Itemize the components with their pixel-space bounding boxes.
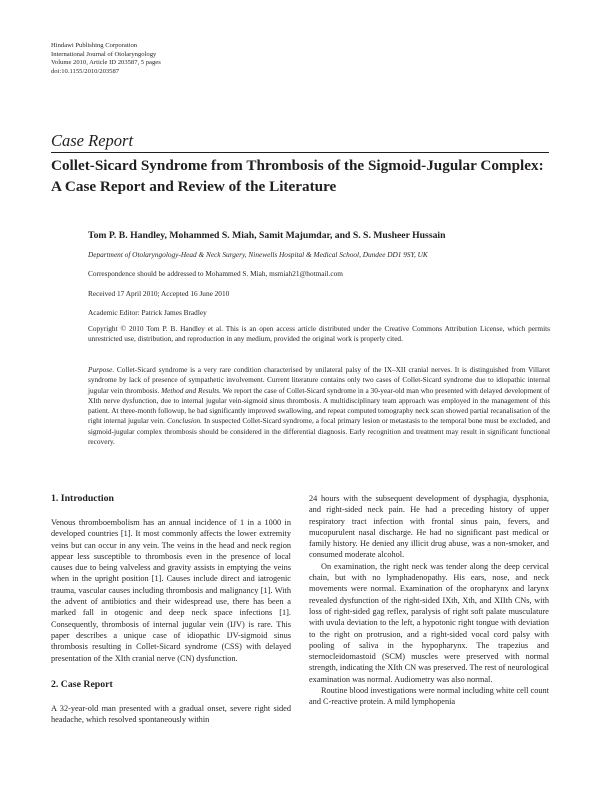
abstract bbox=[88, 365, 550, 447]
copyright-notice: Copyright © 2010 Tom P. B. Handley et al. This is an open access article distributed under the Creative Commons Attribution License, which permits unrestricted use, distribution, and reproduction in any medium, provided the original work is properly cited. bbox=[88, 324, 550, 344]
abstract-purpose-label: Purpose. bbox=[88, 365, 115, 374]
received-dates: Received 17 April 2010; Accepted 16 June 2010 bbox=[88, 289, 230, 298]
publisher-line: Hindawi Publishing Corporation bbox=[51, 42, 138, 49]
case-report-heading: 2. Case Report bbox=[51, 678, 113, 690]
abstract-purpose-text: Collet-Sicard syndrome is a very rare condition characterised by unilateral palsy of the IX–XII cranial nerves. It is distinguished from Villaret syndrome by lack of presence of sympathetic involvement. Current literature contains only two cases of Collet-Sicard syndrome due to idiopathic internal jugular vein thrombosis. bbox=[88, 365, 550, 395]
paper-title: Collet-Sicard Syndrome from Thrombosis of the Sigmoid-Jugular Complex: A Case Report and Review of the Literature bbox=[51, 157, 544, 195]
volume-line: Volume 2010, Article ID 203587, 5 pages bbox=[51, 59, 161, 67]
case-paragraph-1: 24 hours with the subsequent development of dysphagia, dysphonia, and right-sided neck pain. He had a preceding history of upper respiratory tract infection with frontal sinus pain, fevers, and mucopurulent nasal discharge. He had no significant past medical or family history. He denied any illicit drug abuse, was a non-smoker, and consumed moderate alcohol. bbox=[309, 494, 549, 560]
journal-header bbox=[51, 42, 161, 76]
introduction-heading: 1. Introduction bbox=[51, 493, 114, 504]
introduction-paragraph: Venous thromboembolism has an annual incidence of 1 in a 1000 in developed countries [1]. It most commonly affects the lower extremity veins but can occur in any vein. The veins in the head and neck region appear less susceptible to thrombosis even in the presence of local causes due to being valveless and gravity assists in emptying the veins when in the upright position [1]. Causes include direct and iatrogenic trauma, vascular causes including thrombosis and malignancy [1]. With the advent of antibiotics and their widespread use, there has been a marked fall in otogenic and deep neck space infections [1]. Consequently, thrombosis of internal jugular vein (IJV) is rare. This paper describes a unique case of idiopathic IJV-sigmoid sinus thrombosis resulting in Collet-Sicard syndrome (CSS) with delayed presentation of the XIth cranial nerve (CN) dysfunction. bbox=[51, 518, 291, 663]
article-type: Case Report bbox=[51, 131, 134, 150]
case-paragraph-2: On examination, the right neck was tender along the deep cervical chain, but with no lymphadenopathy. His ears, nose, and neck movements were normal. Examination of the oropharynx and larynx revealed dysfunction of the right-sided IXth, Xth, and XIIth CNs, with loss of right-sided gag reflex, paralysis of right soft palate musculature with uvula deviation to the left, a hypotonic right tongue with deviation to the right on protrusion, and a right-sided vocal cord palsy with pooling of saliva in the hypopharynx. The trapezius and sternocleidomastoid (SCM) muscles were preserved with normal strength, indicating the XIth CN was preserved. The rest of neurological examination was normal. Audiometry was also normal. bbox=[309, 561, 549, 684]
abstract-conclusion-text: In suspected Collet-Sicard syndrome, a focal primary lesion or metastasis to the temporal bone must be excluded, and sigmoid-jugular complex thrombosis should be considered in the differential diagnosis. Early recognition and treatment may result in significant functional recovery. bbox=[88, 416, 551, 447]
abstract-conclusion-label: Conclusion. bbox=[166, 416, 203, 426]
academic-editor: Academic Editor: Patrick James Bradley bbox=[88, 308, 207, 317]
case-report-paragraph: A 32-year-old man presented with a gradual onset, severe right sided headache, which resolved spontaneously within bbox=[51, 703, 291, 725]
abstract-methods-text: We report the case of Collet-Sicard syndrome in a 30-year-old man who presented with delayed development of XIth nerve dysfunction, due to internal jugular vein-sigmoid sinus thrombosis. A multidisciplinary team approach was employed in the management of this patient. At three-month followup, he had significantly improved swallowing, and repeat computed tomography neck scan showed partial recanalisation of the right internal jugular vein. bbox=[88, 385, 550, 426]
correspondence: Correspondence should be addressed to Mohammed S. Miah, msmiah21@hotmail.com bbox=[88, 269, 343, 278]
affiliation: Department of Otolaryngology-Head & Neck Surgery, Ninewells Hospital & Medical School, Dundee DD1 9SY, UK bbox=[88, 250, 428, 259]
case-paragraph-3: Routine blood investigations were normal including white cell count and C-reactive protein. A mild lymphopenia bbox=[309, 686, 549, 707]
author-list: Tom P. B. Handley, Mohammed S. Miah, Samit Majumdar, and S. S. Musheer Hussain bbox=[88, 230, 446, 241]
abstract-methods-label: Method and Results. bbox=[161, 385, 221, 395]
left-column bbox=[51, 493, 291, 725]
title-rule bbox=[51, 152, 549, 153]
journal-line: International Journal of Otolaryngology bbox=[51, 50, 157, 58]
doi-line: doi:10.1155/2010/203587 bbox=[51, 67, 120, 75]
right-column bbox=[309, 493, 549, 708]
